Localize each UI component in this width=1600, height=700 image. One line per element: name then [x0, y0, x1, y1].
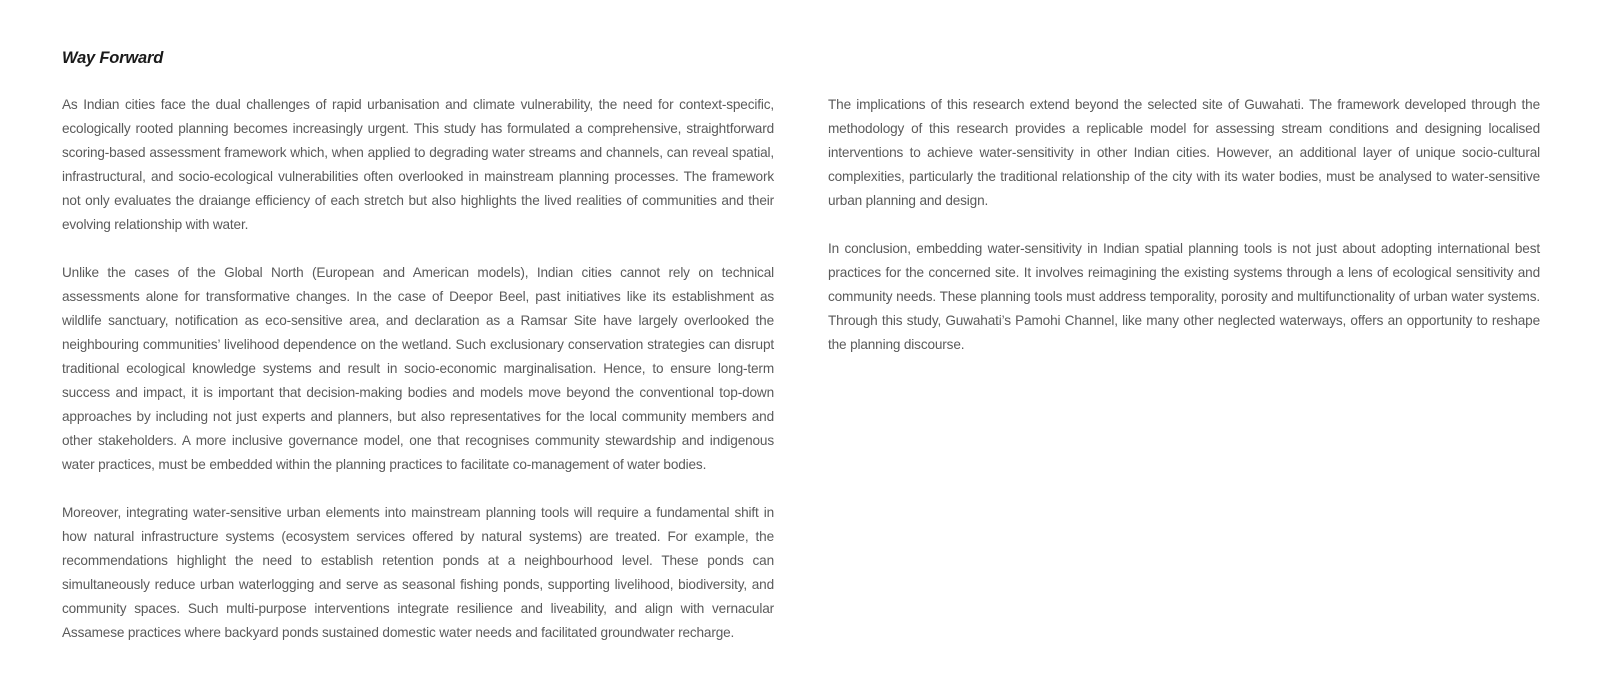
page-heading: Way Forward [62, 49, 164, 67]
paragraph-urbanisation-framework: As Indian cities face the dual challenges of rapid urbanisation and climate vulnerability, the need for context-specific, ecologically rooted planning becomes increasingly urgent. This study has formulated a comprehensive, straightforward scoring-based assessment framework which, when applied to degrading water streams and channels, can reveal spatial, infrastructural, and socio-ecological vulnerabilities often overlooked in mainstream planning processes. The framework not only evaluates the draiange efficiency of each stretch but also highlights the lived realities of communities and their evolving relationship with water. [62, 97, 774, 232]
paragraph-governance-model: Unlike the cases of the Global North (European and American models), Indian cities cannot rely on technical assessments alone for transformative changes. In the case of Deepor Beel, past initiatives like its establishment as wildlife sanctuary, notification as eco-sensitive area, and declaration as a Ramsar Site have largely overlooked the neighbouring communities’ livelihood dependence on the wetland. Such exclusionary conservation strategies can disrupt traditional ecological knowledge systems and result in socio-economic marginalisation. Hence, to ensure long-term success and impact, it is important that decision-making bodies and models move beyond the conventional top-down approaches by including not just experts and planners, but also representatives for the local community members and other stakeholders. A more inclusive governance model, one that recognises community stewardship and indigenous water practices, must be embedded within the planning practices to facilitate co-management of water bodies. [62, 265, 774, 472]
paragraph-conclusion: In conclusion, embedding water-sensitivity in Indian spatial planning tools is not just about adopting international best practices for the concerned site. It involves reimagining the existing systems through a lens of ecological sensitivity and community needs. These planning tools must address temporality, porosity and multifunctionality of urban water systems. Through this study, Guwahati’s Pamohi Channel, like many other neglected waterways, offers an opportunity to reshape the planning discourse. [828, 241, 1540, 352]
paragraph-natural-infrastructure: Moreover, integrating water-sensitive urban elements into mainstream planning tools will require a fundamental shift in how natural infrastructure systems (ecosystem services offered by natural systems) are treated. For example, the recommendations highlight the need to establish retention ponds at a neighbourhood level. These ponds can simultaneously reduce urban waterlogging and serve as seasonal fishing ponds, supporting livelihood, biodiversity, and community spaces. Such multi-purpose interventions integrate resilience and liveability, and align with vernacular Assamese practices where backyard ponds sustained domestic water needs and facilitated groundwater recharge. [62, 505, 774, 640]
left-text-column [62, 93, 774, 669]
right-text-column [828, 93, 1540, 381]
paragraph-research-implications: The implications of this research extend beyond the selected site of Guwahati. The framework developed through the methodology of this research provides a replicable model for assessing stream conditions and designing localised interventions to achieve water-sensitivity in other Indian cities. However, an additional layer of unique socio-cultural complexities, particularly the traditional relationship of the city with its water bodies, must be analysed to water-sensitive urban planning and design. [828, 97, 1540, 208]
